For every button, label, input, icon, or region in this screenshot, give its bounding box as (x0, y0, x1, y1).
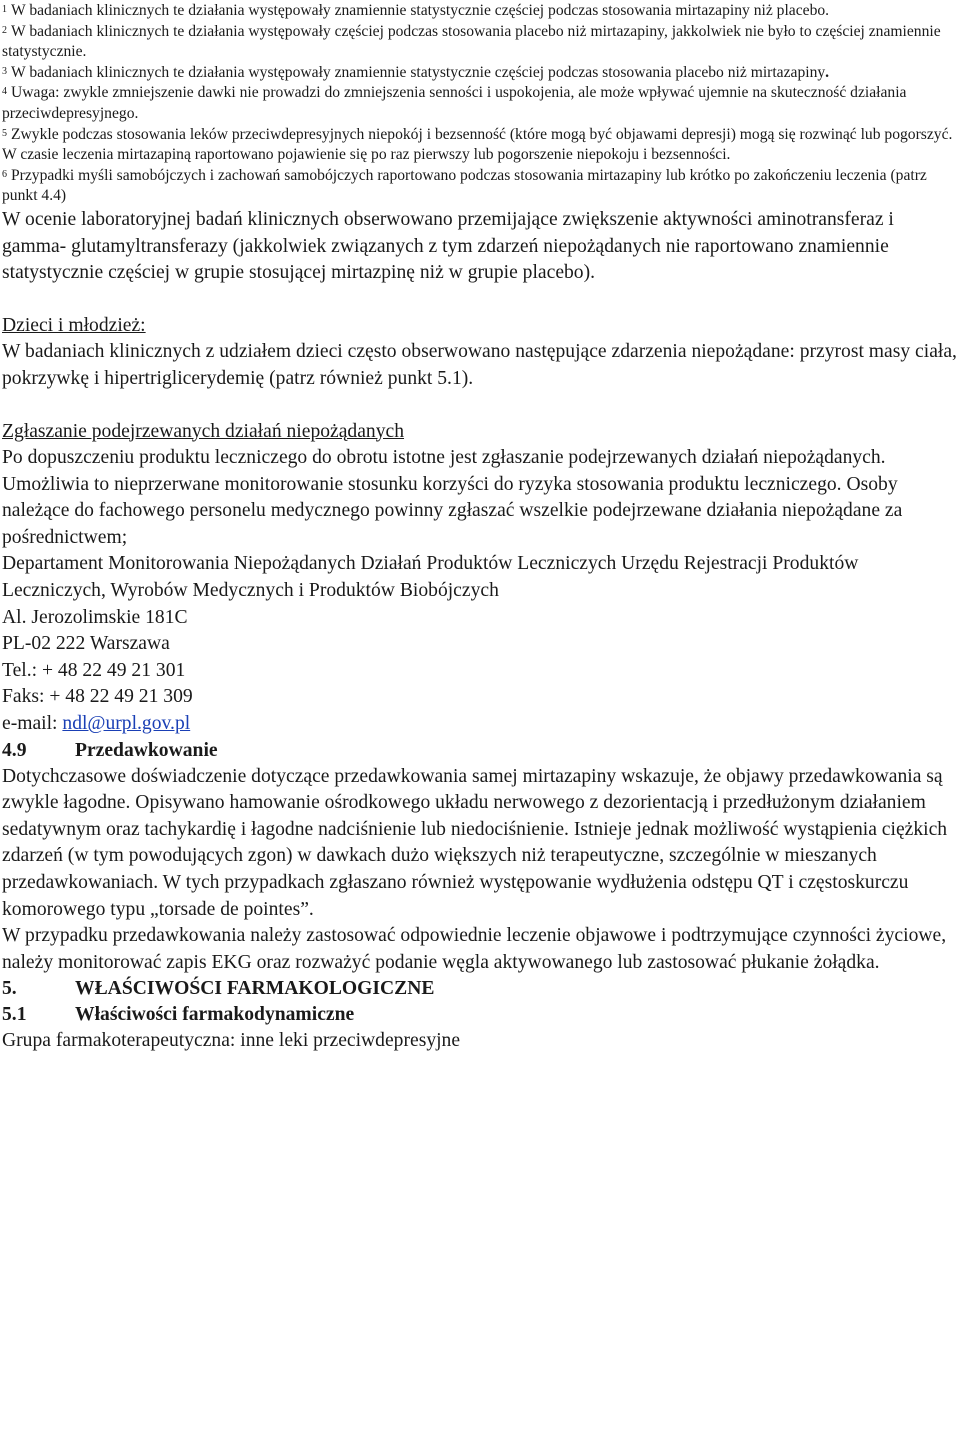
footnote-6: $^6$ Przypadki myśli samobójczych i zachowań samobójczych raportowano podczas stosowania mirtazapiny lub krótko po zakończeniu leczenia (patrz punkt 4.4) (2, 166, 927, 205)
address-city: PL-02 222 Warszawa (2, 633, 170, 655)
children-section (2, 313, 958, 393)
overdose-paragraph-2: W przypadku przedawkowania należy zastosować odpowiednie leczenie objawowe i podtrzymujące czynności życiowe, należy monitorować zapis EKG oraz rozważyć podanie węgla aktywowanego lub zastosować płukanie żołądka. (2, 925, 947, 973)
body-text (2, 207, 958, 1055)
children-heading: Dzieci i młodzież: (2, 314, 146, 336)
address-street: Al. Jerozolimskie 181C (2, 606, 188, 628)
footnotes (2, 1, 958, 207)
footnote-1: $^1$ W badaniach klinicznych te działania występowały znamiennie statystycznie częściej podczas stosowania mirtazapiny niż placebo. (2, 2, 830, 19)
children-text: W badaniach klinicznych z udziałem dzieci często obserwowano następujące zdarzenia niepożądane: przyrost masy ciała, pokrzywkę i hipertriglicerydemię (patrz również punkt 5.1). (2, 341, 957, 389)
reporting-heading: Zgłaszanie podejrzewanych działań niepożądanych (2, 420, 405, 442)
reporting-department: Departament Monitorowania Niepożądanych Działań Produktów Leczniczych Urzędu Rejestracji Produktów Leczniczych, Wyrobów Medycznych i Produktów Biobójczych (2, 553, 859, 602)
reporting-section (2, 419, 958, 738)
lab-paragraph: W ocenie laboratoryjnej badań klinicznych obserwowano przemijające zwiększenie aktywności aminotransferaz i gamma- glutamyltransferazy (jakkolwiek związanych z tym zdarzeń niepożądanych nie raportowano znamiennie statystycznie częściej w grupie stosującej mirtazpinę niż w grupie placebo). (2, 208, 894, 284)
footnote-2: $^2$ W badaniach klinicznych te działania występowały częściej podczas stosowania placebo niż mirtazapiny, jakkolwiek nie było to częściej znamiennie statystycznie. (2, 22, 941, 61)
address-email: e-mail: ndl@urpl.gov.pl (2, 713, 191, 735)
overdose-paragraph-1: Dotychczasowe doświadczenie dotyczące przedawkowania samej mirtazapiny wskazuje, że objawy przedawkowania są zwykle łagodne. Opisywano hamowanie ośrodkowego układu nerwowego z dezorientacją i przedłużonym działaniem sedatywnym oraz tachykardię i łagodne nadciśnienie lub niedociśnienie. Istnieje jednak możliwość wystąpienia ciężkich zdarzeń (w tym powodujących zgon) w dawkach dużo większych niż terapeutyczne, szczególnie w mieszanych przedawkowaniach. W tych przypadkach zgłaszano również występowanie wydłużenia odstępu QT i częstoskurczu komorowego typu „torsade de pointes”. (2, 765, 948, 920)
email-link[interactable]: ndl@urpl.gov.pl (62, 713, 191, 735)
section-heading-4-9: 4.9 Przedawkowanie (2, 739, 218, 761)
footnote-4: $^4$ Uwaga: zwykle zmniejszenie dawki nie prowadzi do zmniejszenia senności i uspokojenia, ale może wpływać ujemnie na skuteczność działania przeciwdepresyjnego. (2, 84, 907, 122)
section-heading-5-1: 5.1 Właściwości farmakodynamiczne (2, 1004, 355, 1026)
address-fax: Faks: + 48 22 49 21 309 (2, 686, 193, 708)
footnote-5: $^5$ Zwykle podczas stosowania leków przeciwdepresyjnych niepokój i bezsenność (które mogą być objawami depresji) mogą się rozwinąć lub pogorszyć. W czasie leczenia mirtazapiną raportowano pojawienie się po raz pierwszy lub pogorszenie niepokoju i bezsenności. (2, 125, 953, 164)
reporting-text: Po dopuszczeniu produktu leczniczego do obrotu istotne jest zgłaszanie podejrzewanych działań niepożądanych. Umożliwia to nieprzerwane monitorowanie stosunku korzyści do ryzyka stosowania produktu leczniczego. Osoby należące do fachowego personelu medycznego powinny zgłaszać wszelkie podejrzewane działania niepożądane za pośrednictwem; (2, 447, 903, 548)
address-phone: Tel.: + 48 22 49 21 301 (2, 659, 186, 681)
section-heading-5: 5. WŁAŚCIWOŚCI FARMAKOLOGICZNE (2, 978, 435, 1000)
footnote-3: $^3$ W badaniach klinicznych te działania występowały znamiennie statystycznie częściej podczas stosowania placebo niż mirtazapiny. (2, 63, 830, 81)
pharmacotherapeutic-group: Grupa farmakoterapeutyczna: inne leki przeciwdepresyjne (2, 1030, 461, 1052)
